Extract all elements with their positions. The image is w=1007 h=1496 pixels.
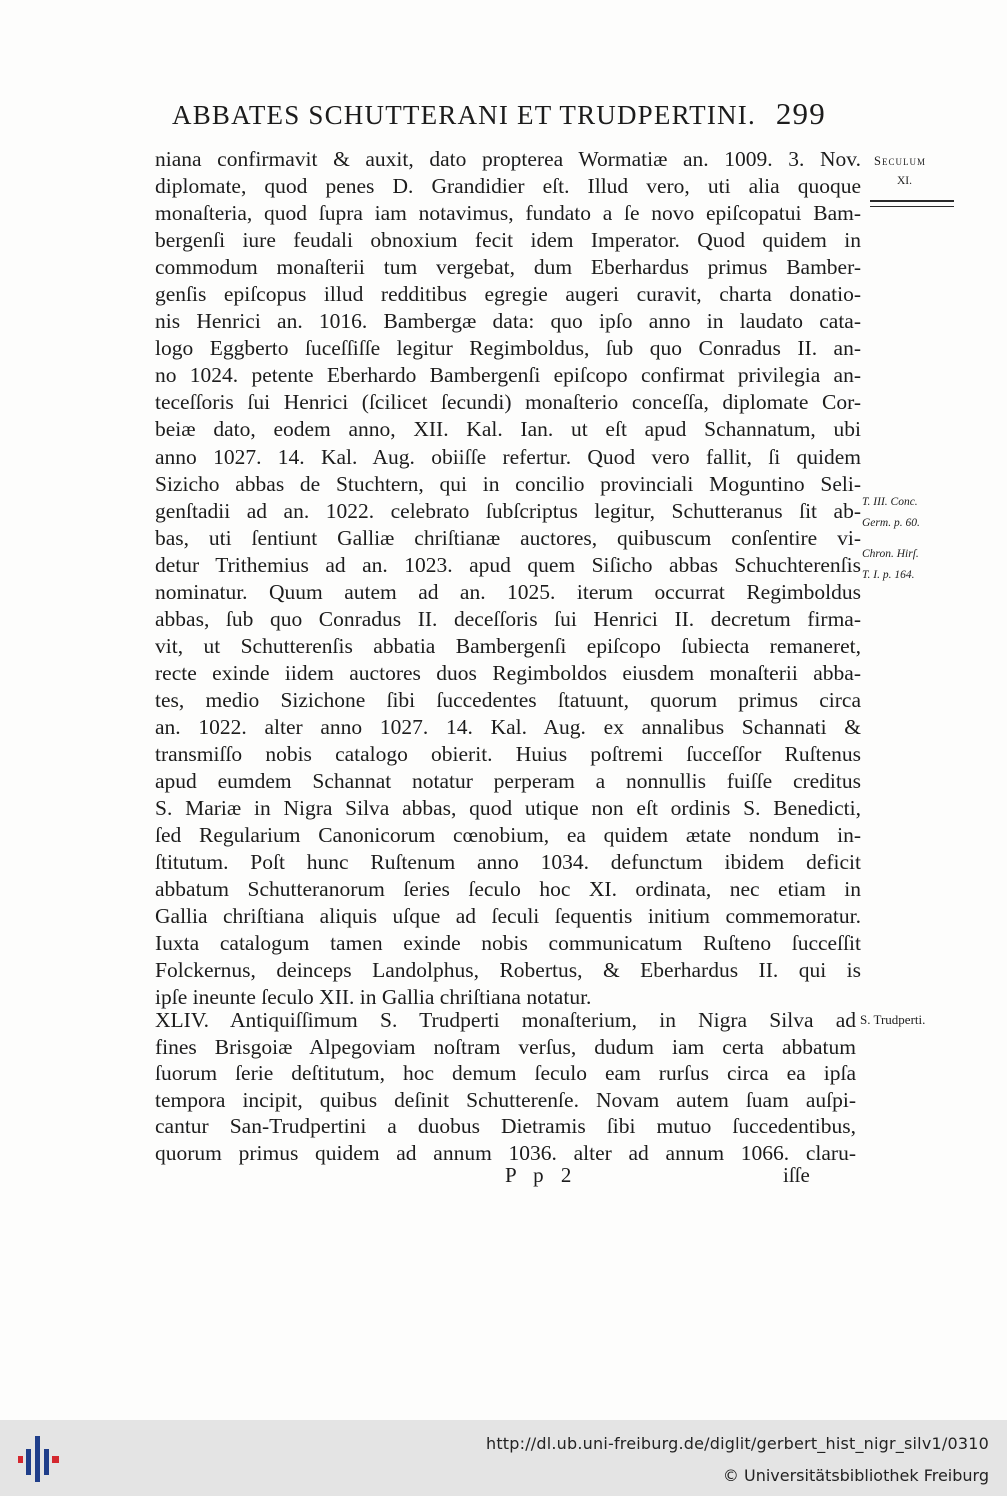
text-line: ſtitutum. Poſt hunc Ruſtenum anno 1034. defunctum ibidem deficit	[155, 850, 861, 875]
paragraph-2	[155, 1007, 856, 1167]
margin-ref-text: Germ. p. 60.	[862, 517, 920, 529]
text-line: an. 1022. alter anno 1027. 14. Kal. Aug. ex annalibus Schannati &	[155, 714, 861, 739]
page-number: 299	[775, 96, 826, 131]
text-line: teceſſoris ſui Henrici (ſcilicet ſecundi) monaſterio conceſſa, diplomate Cor-	[155, 390, 861, 415]
text-line: genſtadii ad an. 1022. celebrato ſubſcriptus legitur, Schutteranus ſit ab-	[155, 498, 861, 523]
text-line: nominatur. Quum autem ad an. 1025. iterum occurrat Regimboldus	[155, 579, 861, 604]
text-line: monaſteria, quod ſupra iam notavimus, fundato a ſe novo epiſcopatui Bam-	[155, 201, 861, 226]
text-line: anno 1027. 14. Kal. Aug. obiiſſe refertur. Quod vero fallit, ſi quidem	[155, 444, 861, 469]
text-line: Folckernus, deinceps Landolphus, Robertus, & Eberhardus II. qui is	[155, 958, 861, 983]
text-line: diplomate, quod penes D. Grandidier eſt. Illud vero, uti alia quoque	[155, 174, 861, 199]
document-url-link[interactable]: http://dl.ub.uni-freiburg.de/diglit/gerbert_hist_nigr_silv1/0310	[485, 1434, 989, 1453]
margin-note-seculum	[874, 154, 926, 170]
text-line: niana confirmavit & auxit, dato propterea Wormatiæ an. 1009. 3. Nov.	[155, 147, 861, 171]
text-line: bergenſi iure feudali obnoxium fecit idem Imperator. Quod quidem in	[155, 228, 861, 253]
margin-ref-text: Chron. Hirſ.	[862, 548, 919, 560]
text-line: Sizicho abbas de Stuchtern, qui in concilio provinciali Moguntino Seli-	[155, 471, 861, 496]
text-line: nis Henrici an. 1016. Bambergæ data: quo ipſo anno in laudato cata-	[155, 309, 861, 334]
text-line: beiæ dato, eodem anno, XII. Kal. Ian. ut eſt apud Schannatum, ubi	[155, 417, 861, 442]
text-line: ipſe ineunte ſeculo XII. in Gallia chriſtiana notatur.	[155, 985, 592, 1010]
text-line: abbatum Schutteranorum ſeries ſeculo hoc XI. ordinata, nec etiam in	[155, 877, 861, 902]
text-line: ſuorum ſerie deſtitutum, hoc demum ſeculo eam rurſus circa ea ipſa	[155, 1061, 856, 1086]
text-line: abbas, ſub quo Conradus II. deceſſoris ſui Henrici II. decretum firma-	[155, 606, 861, 631]
text-line: recte exinde iidem auctores duos Regimboldos eiusdem monaſterii abba-	[155, 660, 861, 685]
margin-note-ref-1b	[862, 516, 920, 531]
catchword: iſſe	[783, 1163, 810, 1187]
margin-note-ref-2b	[862, 568, 915, 583]
text-line: fines Brisgoiæ Alpegoviam noſtram verſus, dudum iam certa abbatum	[155, 1034, 856, 1059]
text-line: vit, ut Schutterenſis abbatia Bambergenſi epiſcopo ſubiecta remaneret,	[155, 633, 861, 658]
copyright-text: © Universitätsbibliothek Freiburg	[722, 1466, 989, 1485]
text-line: genſis epiſcopus illud redditibus egregie augeri curavit, charta donatio-	[155, 282, 861, 307]
text-line: Gallia chriſtiana aliquis uſque ad ſeculi ſequentis initium commemoratur.	[155, 904, 861, 929]
margin-note-section	[860, 1012, 925, 1027]
text-line: ſed Regularium Canonicorum cœnobium, ea quidem ætate nondum in-	[155, 823, 861, 848]
text-line: tes, medio Sizichone ſibi ſuccedentes ſtatuunt, quorum primus circa	[155, 687, 861, 712]
margin-seculum-label: Seculum	[874, 154, 926, 168]
text-line: XLIV. Antiquiſſimum S. Trudperti monaſterium, in Nigra Silva ad	[155, 1008, 856, 1032]
text-line: cantur San-Trudpertini a duobus Dietramis ſibi mutuo ſuccedentibus,	[155, 1114, 856, 1139]
text-line: apud eumdem Schannat notatur perperam a nonnullis fuiſſe creditus	[155, 769, 861, 794]
text-line: logo Eggberto ſuceſſiſſe legitur Regimboldus, ſub quo Conradus II. an-	[155, 336, 861, 361]
text-line: detur Trithemius ad an. 1023. apud quem Siſicho abbas Schuchterenſis	[155, 552, 861, 577]
margin-note-ref-1a	[862, 495, 918, 510]
margin-ref-text: T. III. Conc.	[862, 496, 918, 508]
viewer-footer	[0, 1420, 1007, 1496]
margin-section-label: S. Trudperti.	[860, 1012, 926, 1027]
text-line: quorum primus quidem ad annum 1036. alter ad annum 1066. claru-	[155, 1140, 856, 1165]
margin-rule	[870, 200, 954, 207]
running-title: ABBATES SCHUTTERANI ET TRUDPERTINI.	[172, 100, 756, 130]
text-line: commodum monaſterii tum vergebat, dum Eberhardus primus Bamber-	[155, 255, 861, 280]
text-line: Iuxta catalogum tamen exinde nobis communicatum Ruſteno ſucceſſit	[155, 931, 861, 956]
paragraph-1	[155, 146, 861, 1012]
margin-note-century	[897, 174, 912, 189]
running-head	[172, 96, 872, 132]
margin-ref-text: T. I. p. 164.	[862, 569, 915, 581]
text-line: transmiſſo nobis catalogo obierit. Huius poſtremi ſucceſſor Ruſtenus	[155, 742, 861, 767]
margin-note-ref-2a	[862, 547, 919, 562]
text-line: S. Mariæ in Nigra Silva abbas, quod utique non eſt ordinis S. Benedicti,	[155, 796, 861, 821]
ub-freiburg-logo-icon[interactable]	[14, 1436, 64, 1482]
text-line: bas, uti ſentiunt Galliæ chriſtianæ auctores, quibuscum conſentire vi-	[155, 525, 861, 550]
text-line: no 1024. petente Eberhardo Bambergenſi epiſcopo confirmat privilegia an-	[155, 363, 861, 388]
text-line: tempora incipit, quibus deſinit Schutterenſe. Novam autem ſuam auſpi-	[155, 1087, 856, 1112]
margin-seculum-number: XI.	[897, 175, 913, 187]
signature-mark: P p 2	[505, 1163, 578, 1187]
